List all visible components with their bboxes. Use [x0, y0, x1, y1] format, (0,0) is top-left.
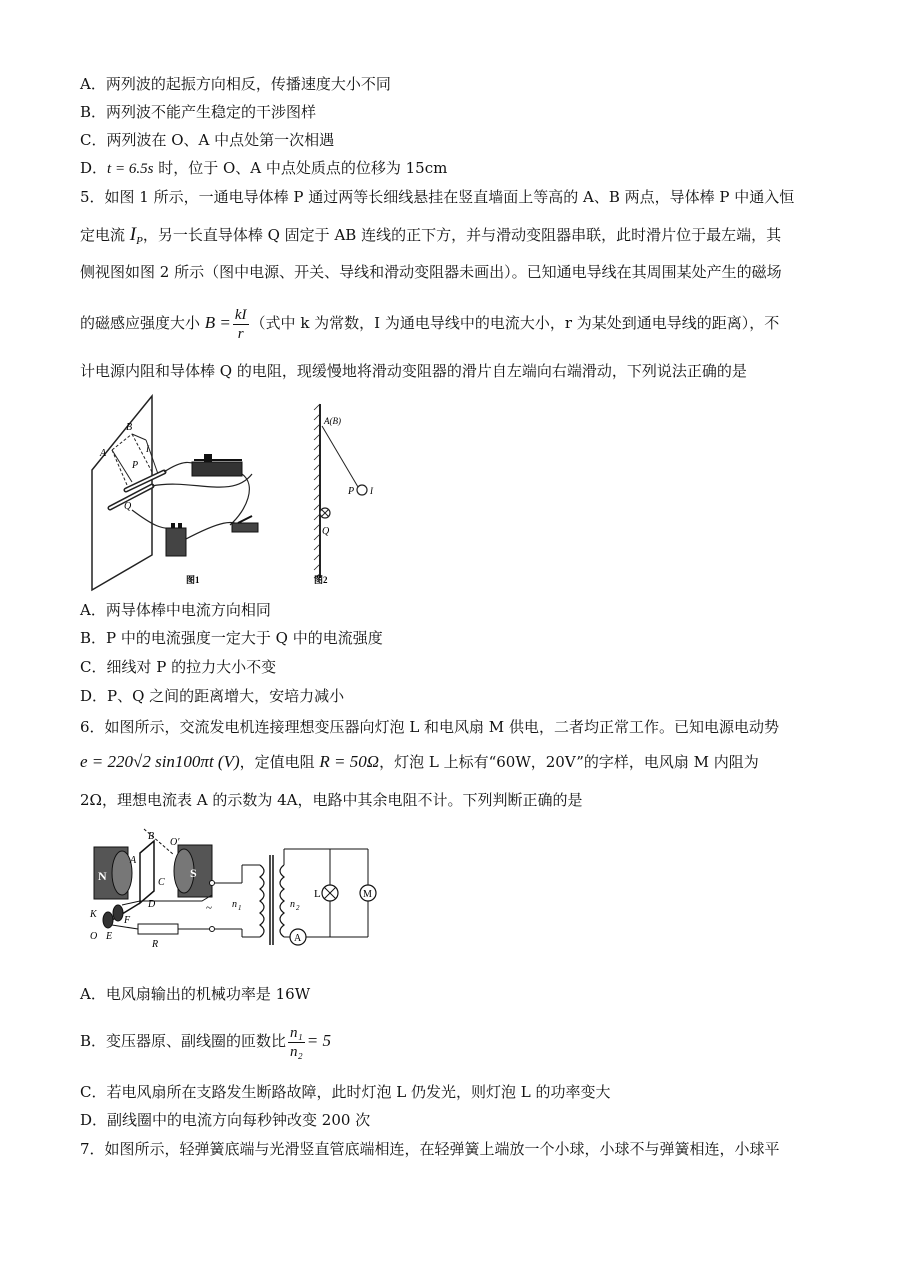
q6-option-b-ratio: [288, 1024, 305, 1061]
q6-resistance: R = 50Ω: [319, 752, 380, 771]
q6-label-lamp: L: [314, 888, 321, 900]
fig1-thread: [132, 434, 146, 440]
q6-option-b: [80, 1018, 840, 1064]
q5-line2-prefix: 定电流: [80, 226, 130, 244]
q5-formula-fraction: [233, 306, 249, 343]
fig1-switch-lever: [238, 516, 252, 523]
fig1-wire: [132, 510, 174, 528]
q6-label-ammeter: A: [294, 933, 302, 944]
fig1-battery-terminal: [178, 523, 182, 528]
q6-label-o: O: [90, 931, 98, 942]
q5-line4-prefix: 的磁感应强度大小: [80, 314, 205, 332]
q6-coil: [140, 841, 154, 903]
q6-terminal: [210, 927, 215, 932]
q4-option-d-time: t = 6.5s: [107, 161, 154, 177]
q5-formula-lhs: B =: [204, 313, 231, 332]
q6-figure: [82, 825, 382, 953]
fig1-battery-terminal: [171, 523, 175, 528]
q4-option-d-prefix: D．: [80, 159, 108, 177]
q4-option-d-suffix: 时，位于 O、A 中点处质点的位移为 15cm: [153, 159, 448, 177]
q5-current-subscript: P: [136, 235, 143, 247]
q4-option-b: B．两列波不能产生稳定的干涉图样: [80, 103, 317, 121]
fig1-wire: [230, 474, 249, 525]
fig2-label-p: P: [348, 486, 355, 497]
q6-slip-ring: [113, 905, 123, 921]
q6-option-b-numerator: n₁: [290, 1024, 303, 1041]
q6-label-d: D: [148, 899, 156, 910]
q6-emf-formula: e = 220√2 sin100πt (V): [80, 752, 240, 771]
q6-label-n: N: [98, 869, 107, 883]
q6-secondary-coil: [280, 865, 284, 937]
fig1-label-p: P: [132, 460, 139, 471]
q5-stem-line5: 计电源内阻和导体棒 Q 的电阻，现缓慢地将滑动变阻器的滑片自左端向右端滑动，下列说法正确的是: [80, 362, 747, 380]
q6-terminal: [210, 881, 215, 886]
q6-primary-coil: [260, 865, 264, 937]
q6-resistor: [138, 924, 178, 934]
fig1-label-b: B: [126, 422, 133, 433]
q6-label-a: A: [130, 855, 137, 866]
q5-formula-numerator: kI: [234, 306, 247, 323]
fig1-battery: [166, 528, 186, 556]
fig1-label-ip: I: [146, 444, 149, 454]
q6-line2-mid: ，定值电阻: [239, 753, 320, 771]
q6-label-k: K: [90, 909, 97, 920]
fig2-label-ab: A(B): [324, 416, 341, 426]
q6-slip-ring: [103, 912, 113, 928]
q6-stem-line1: 6．如图所示，交流发电机连接理想变压器向灯泡 L 和电风扇 M 供电，二者均正常工作。已知电源电动势: [80, 718, 779, 736]
q6-pole-face-n: [112, 851, 132, 895]
q5-line2-suffix: ，另一长直导体棒 Q 固定于 AB 连线的正下方，并与滑动变阻器串联，此时滑片位于最左端，其: [142, 226, 782, 244]
q5-current-symbol: I: [129, 224, 137, 245]
q5-stem-line4: [80, 300, 840, 346]
q6-option-b-denominator: n₂: [290, 1043, 303, 1060]
q6-option-c: C．若电风扇所在支路发生断路故障，此时灯泡 L 仍发光，则灯泡 L 的功率变大: [80, 1083, 611, 1101]
q6-option-d: D．副线圈中的电流方向每秒钟改变 200 次: [80, 1111, 371, 1129]
fig1-caption: 图1: [186, 575, 200, 585]
q5-stem-line3: 侧视图如图 2 所示（图中电源、开关、导线和滑动变阻器未画出）。已知通电导线在其周围某处产生的磁场: [80, 263, 782, 281]
q5-option-d: D．P、Q 之间的距离增大，安培力减小: [80, 687, 345, 705]
fig1-rheostat-slider: [204, 454, 212, 462]
fig2-caption: 图2: [314, 575, 328, 585]
q6-line2-suffix: ，灯泡 L 上标有“60W，20V”的字样，电风扇 M 内阻为: [379, 753, 759, 771]
fig1-label-q: Q: [124, 501, 132, 512]
fig2-thread: [322, 426, 358, 487]
q6-label-n1-sub: 1: [238, 904, 242, 912]
q6-option-b-prefix: B．变压器原、副线圈的匝数比: [80, 1032, 287, 1050]
q6-label-s: S: [190, 866, 197, 880]
q6-label-e: E: [106, 931, 113, 942]
fig2-rod-p: [357, 485, 367, 495]
q6-label-n2-sub: 2: [296, 904, 300, 912]
q5-option-b: B．P 中的电流强度一定大于 Q 中的电流强度: [80, 629, 383, 647]
q6-label-n1: n: [232, 899, 237, 910]
q5-stem-line2: [80, 224, 840, 252]
q6-label-fan: M: [363, 889, 372, 900]
fig2-label-q: Q: [322, 526, 330, 537]
q6-label-n2: n: [290, 899, 295, 910]
fig1-rheostat: [192, 462, 242, 476]
fig1-thread: [112, 450, 132, 482]
q4-option-d: [80, 157, 840, 180]
fig2-label-ip: I: [370, 486, 373, 496]
q6-option-a: A．电风扇输出的机械功率是 16W: [80, 985, 311, 1003]
q4-option-c: C．两列波在 O、A 中点处第一次相遇: [80, 131, 335, 149]
fig1-switch: [232, 523, 258, 532]
q5-line4-suffix: （式中 k 为常数，I 为通电导线中的电流大小，r 为某处到通电导线的距离），不: [250, 314, 780, 332]
q6-label-o1: O′: [170, 837, 180, 848]
fig1-thread: [112, 450, 127, 485]
q6-label-f: F: [124, 915, 131, 926]
q6-option-b-value: = 5: [306, 1031, 331, 1050]
q6-label-r: R: [152, 939, 159, 950]
q6-label-c: C: [158, 877, 165, 888]
q7-stem-line1: 7．如图所示，轻弹簧底端与光滑竖直管底端相连，在轻弹簧上端放一个小球，小球不与弹簧相连，小球平: [80, 1140, 780, 1158]
q5-figure: [82, 390, 402, 595]
q6-stem-line2: [80, 751, 840, 773]
q6-label-b: B: [148, 831, 155, 842]
fig1-label-a: A: [100, 448, 107, 459]
q5-option-c: C．细线对 P 的拉力大小不变: [80, 658, 277, 676]
q5-formula-denominator: r: [237, 325, 244, 342]
q5-stem-line1: 5．如图 1 所示，一通电导体棒 P 通过两等长细线悬挂在竖直墙面上等高的 A、B 两点，导体棒 P 中通入恒: [80, 188, 795, 206]
q6-ac-symbol: ~: [206, 902, 212, 914]
q4-option-a: A．两列波的起振方向相反，传播速度大小不同: [80, 75, 391, 93]
q5-option-a: A．两导体棒中电流方向相同: [80, 601, 271, 619]
q6-stem-line3: 2Ω，理想电流表 A 的示数为 4A，电路中其余电阻不计。下列判断正确的是: [80, 791, 583, 809]
